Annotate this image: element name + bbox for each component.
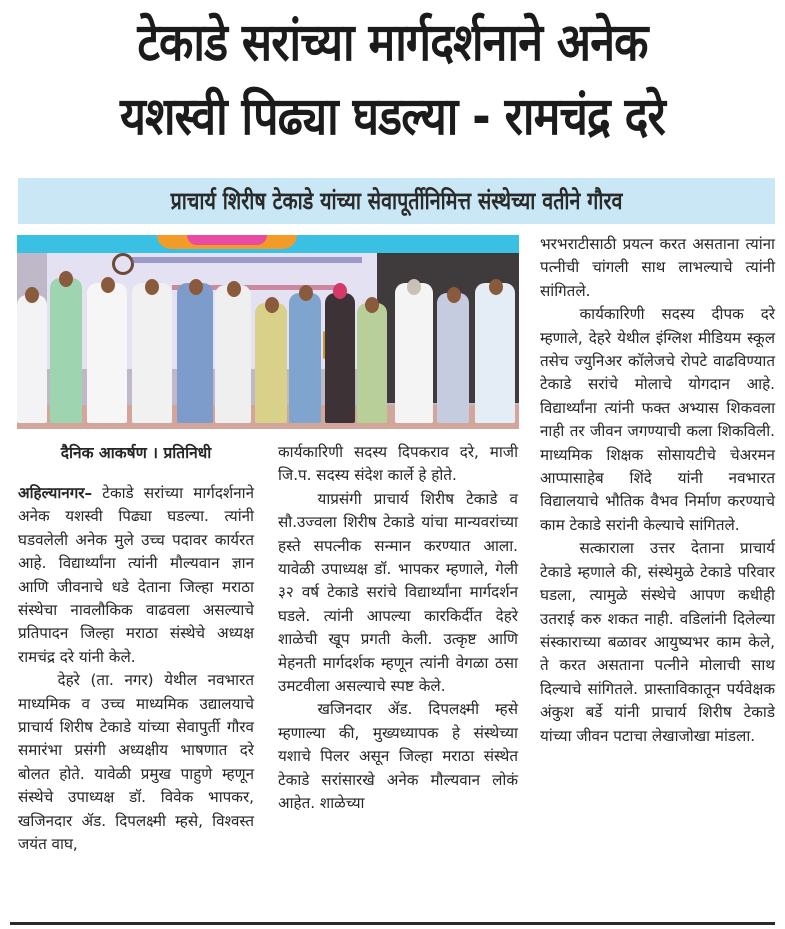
article-column-1 xyxy=(18,482,254,857)
photo-person xyxy=(475,283,515,423)
dateline: अहिल्यानगर– xyxy=(18,484,93,502)
paragraph-text: टेकाडे सरांच्या मार्गदर्शनाने अनेक यशस्वी पिढ्या घडल्या. त्यांनी घडवलेली अनेक मुले उच्च पदावर कार्यरत आहे. विद्यार्थ्यांना त्यांनी मौल्यवान ज्ञान आणि जीवनाचे धडे देताना जिल्हा मराठा संस्थेचा नावलौकिक वाढवला असल्याचे प्रतिपादन जिल्हा मराठा संस्थेचे अध्यक्ष रामचंद्र दरे यांनी केले. xyxy=(18,484,254,666)
photo-person-head xyxy=(489,279,503,295)
byline: दैनिक आकर्षण । प्रतिनिधी xyxy=(60,444,212,462)
ceremony-photo xyxy=(17,235,519,429)
photo-banner-text xyxy=(132,257,362,263)
paragraph: देहरे (ता. नगर) येथील नवभारत माध्यमिक व उच्च माध्यमिक उद्यालयाचे प्राचार्य शिरीष टेकाडे यांच्या सेवापुर्ती गौरव समारंभा प्रसंगी अध्यक्षीय भाषणात दरे बोलत होते. यावेळी प्रमुख पाहुणे म्हणून संस्थेचे उपाध्यक्ष डॉ. विवेक भापकर, खजिनदार ॲड. दिपलक्ष्मी म्हसे, विश्वस्त जयंत वाघ, xyxy=(18,671,254,854)
paragraph: खजिनदार ॲड. दिपलक्ष्मी म्हसे म्हणाल्या की, मुख्यध्यापक हे संस्थेच्या यशाचे पिलर असून जिल्हा मराठा संस्थेत टेकाडे सरांसारखे अनेक मौल्यवान लोकं आहेत. शाळेच्या xyxy=(278,700,518,813)
photo-person-head xyxy=(227,281,241,297)
photo-person xyxy=(87,283,127,423)
headline xyxy=(55,6,730,154)
photo-person-head xyxy=(101,277,115,293)
photo-person xyxy=(17,295,47,423)
photo-person xyxy=(289,293,321,423)
photo-person xyxy=(50,278,82,423)
paragraph: भरभराटीसाठी प्रयत्न करत असताना त्यांना पत्नीची चांगली साथ लाभल्याचे त्यांनी सांगितले. xyxy=(540,235,775,300)
subheadline-banner xyxy=(18,178,775,224)
photo-person xyxy=(437,293,469,423)
photo-person xyxy=(132,283,172,423)
bottom-rule-divider xyxy=(10,922,775,925)
photo-person-head xyxy=(365,297,379,313)
photo-person-head xyxy=(407,279,421,295)
photo-person xyxy=(357,303,387,423)
photo-person xyxy=(177,283,213,423)
headline-line-2: यशस्वी पिढ्या घडल्या - रामचंद्र दरे xyxy=(120,87,665,147)
paragraph: कार्यकारिणी सदस्य दिपकराव दरे, माजी जि.प. सदस्य संदेश कार्ले हे होते. xyxy=(278,443,518,485)
photo-person xyxy=(215,285,251,423)
photo-person-head xyxy=(145,279,159,295)
photo-person xyxy=(395,283,433,423)
photo-person xyxy=(255,303,287,423)
photo-person-head xyxy=(59,271,73,287)
article-column-3 xyxy=(540,233,775,748)
headline-line-1: टेकाडे सरांच्या मार्गदर्शनाने अनेक xyxy=(137,13,648,73)
photo-person-head xyxy=(333,283,347,299)
paragraph: कार्यकारिणी सदस्य दीपक दरे म्हणाले, देहरे येथील इंग्लिश मीडियम स्कूल तसेच ज्युनिअर कॉलेजचे रोपटे वाढविण्यात टेकाडे सरांचे मोलाचे योगदान आहे. विद्यार्थ्यांना त्यांनी फक्त अभ्यास शिकवला नाही तर जीवन जगण्याची कला शिकविली. माध्यमिक शिक्षक सोसायटीचे चेअरमन आप्पासाहेब शिंदे यांनी नवभारत विद्यालयाचे भौतिक वैभव निर्माण करण्याचे काम टेकाडे सरांनी केल्याचे सांगितले. xyxy=(540,305,775,534)
photo-school-logo-icon xyxy=(112,253,134,275)
article-column-2 xyxy=(278,441,518,816)
photo-person-head xyxy=(299,285,313,301)
paragraph: याप्रसंगी प्राचार्य शिरीष टेकाडे व सौ.उज्वला शिरीष टेकाडे यांचा मान्यवरांच्या हस्ते सपत्नीक सन्मान करण्यात आला. यावेळी उपाध्यक्ष डॉ. भापकर म्हणाले, गेली ३२ वर्ष टेकाडे सरांचे विद्यार्थ्यांना मार्गदर्शन घडले. त्यांनी आपल्या कारकिर्दीत देहरे शाळेची खूप प्रगती केली. उत्कृष्ट आणि मेहनती मार्गदर्शक म्हणून त्यांनी वेगळा ठसा उमटवीला असल्याचे स्पष्ट केले. xyxy=(278,489,518,696)
photo-person-head xyxy=(265,297,279,313)
subheadline-text: प्राचार्य शिरीष टेकाडे यांच्या सेवापूर्तीनिमित्त संस्थेच्या वतीने गौरव xyxy=(170,187,623,215)
photo-person-head xyxy=(25,287,39,303)
photo-person-head xyxy=(189,279,203,295)
paragraph xyxy=(18,482,254,669)
photo-person-head xyxy=(447,287,461,303)
photo-tent-decoration-pink xyxy=(187,235,267,245)
paragraph: सत्काराला उत्तर देताना प्राचार्य टेकाडे म्हणाले की, संस्थेमुळे टेकाडे परिवार घडला, त्यामुळे संस्थेचे आपण कधीही उतराई करु शकत नाही. वडिलांनी दिलेल्या संस्काराच्या बळावर आयुष्यभर काम केले, ते करत असताना पत्नीने मोलाची साथ दिल्याचे सांगितले. प्रास्ताविकातून पर्यवेक्षक अंकुश बर्डे यांनी प्राचार्य शिरीष टेकाडे यांच्या जीवन पटाचा लेखाजोखा मांडला. xyxy=(540,539,775,745)
photo-person xyxy=(325,293,355,423)
